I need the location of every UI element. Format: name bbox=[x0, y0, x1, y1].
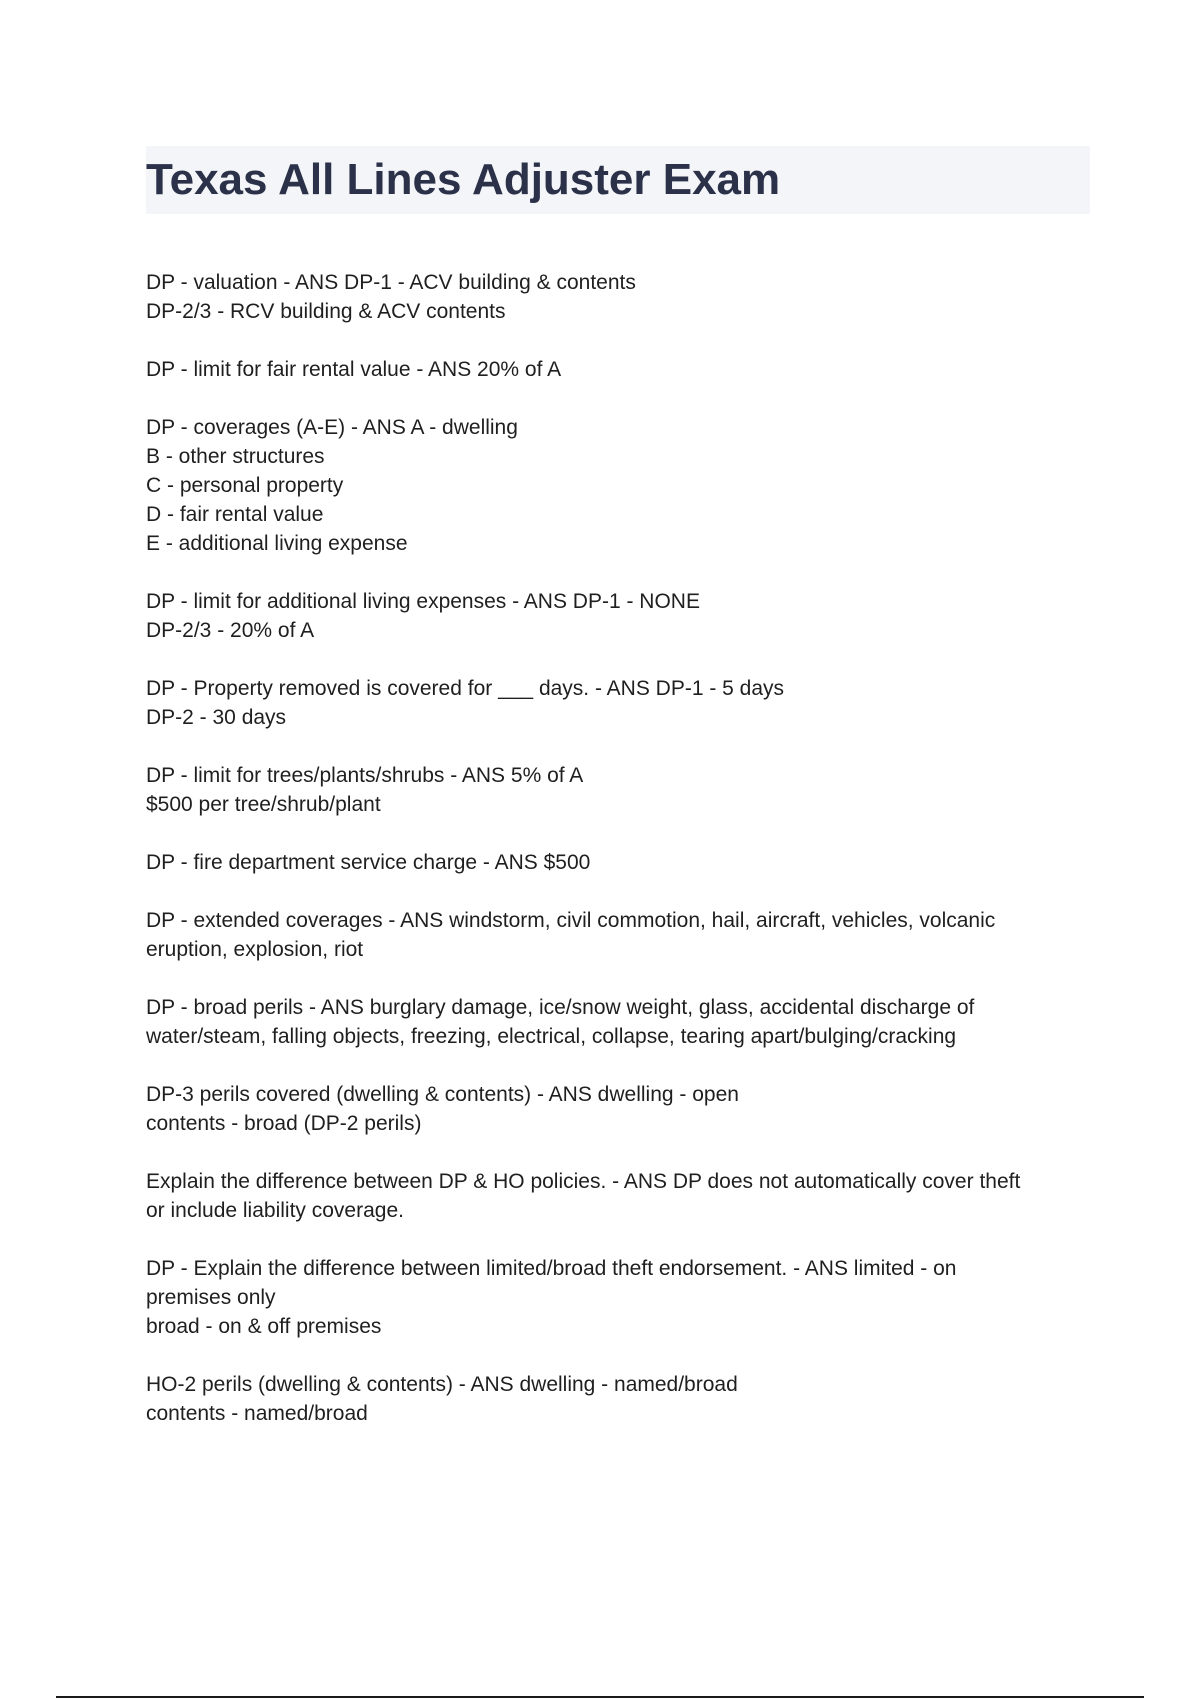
qa-line: DP - broad perils - ANS burglary damage, ice/snow weight, glass, accidental discharge of bbox=[146, 996, 975, 1019]
qa-line: DP - valuation - ANS DP-1 - ACV building & contents bbox=[146, 271, 636, 294]
qa-line: D - fair rental value bbox=[146, 503, 324, 526]
qa-line: DP - limit for trees/plants/shrubs - ANS 5% of A bbox=[146, 764, 584, 787]
qa-line: DP - fire department service charge - ANS $500 bbox=[146, 851, 591, 874]
page-title: Texas All Lines Adjuster Exam bbox=[146, 155, 781, 204]
qa-item bbox=[146, 587, 1090, 645]
qa-item bbox=[146, 761, 1090, 819]
qa-item bbox=[146, 674, 1090, 732]
qa-line: DP - limit for additional living expenses - ANS DP-1 - NONE bbox=[146, 590, 700, 613]
qa-item bbox=[146, 1080, 1090, 1138]
qa-item bbox=[146, 1254, 1090, 1341]
qa-line: DP - limit for fair rental value - ANS 20% of A bbox=[146, 358, 562, 381]
qa-line: or include liability coverage. bbox=[146, 1199, 404, 1222]
qa-line: premises only bbox=[146, 1286, 276, 1309]
qa-line: DP - Property removed is covered for ___ days. - ANS DP-1 - 5 days bbox=[146, 677, 785, 700]
qa-line: DP-2/3 - RCV building & ACV contents bbox=[146, 300, 506, 323]
qa-list bbox=[146, 268, 1090, 1457]
qa-line: E - additional living expense bbox=[146, 532, 408, 555]
qa-line: DP-3 perils covered (dwelling & contents) - ANS dwelling - open bbox=[146, 1083, 739, 1106]
qa-line: Explain the difference between DP & HO policies. - ANS DP does not automatically cover theft bbox=[146, 1170, 1021, 1193]
qa-item bbox=[146, 993, 1090, 1051]
qa-item bbox=[146, 1370, 1090, 1428]
qa-item bbox=[146, 355, 1090, 384]
qa-line: eruption, explosion, riot bbox=[146, 938, 364, 961]
qa-line: $500 per tree/shrub/plant bbox=[146, 793, 381, 816]
qa-line: contents - named/broad bbox=[146, 1402, 368, 1425]
qa-line: DP-2 - 30 days bbox=[146, 706, 287, 729]
qa-line: DP-2/3 - 20% of A bbox=[146, 619, 315, 642]
qa-item bbox=[146, 413, 1090, 558]
footer-divider bbox=[56, 1696, 1144, 1698]
qa-item bbox=[146, 906, 1090, 964]
qa-line: DP - Explain the difference between limited/broad theft endorsement. - ANS limited - on bbox=[146, 1257, 957, 1280]
qa-item bbox=[146, 848, 1090, 877]
qa-line: contents - broad (DP-2 perils) bbox=[146, 1112, 422, 1135]
qa-item bbox=[146, 1167, 1090, 1225]
qa-line: HO-2 perils (dwelling & contents) - ANS dwelling - named/broad bbox=[146, 1373, 738, 1396]
qa-line: B - other structures bbox=[146, 445, 325, 468]
qa-line: broad - on & off premises bbox=[146, 1315, 382, 1338]
qa-line: DP - extended coverages - ANS windstorm, civil commotion, hail, aircraft, vehicles, volcanic bbox=[146, 909, 996, 932]
qa-line: DP - coverages (A-E) - ANS A - dwelling bbox=[146, 416, 518, 439]
qa-line: C - personal property bbox=[146, 474, 344, 497]
qa-item bbox=[146, 268, 1090, 326]
qa-line: water/steam, falling objects, freezing, electrical, collapse, tearing apart/bulging/cracking bbox=[146, 1025, 957, 1048]
